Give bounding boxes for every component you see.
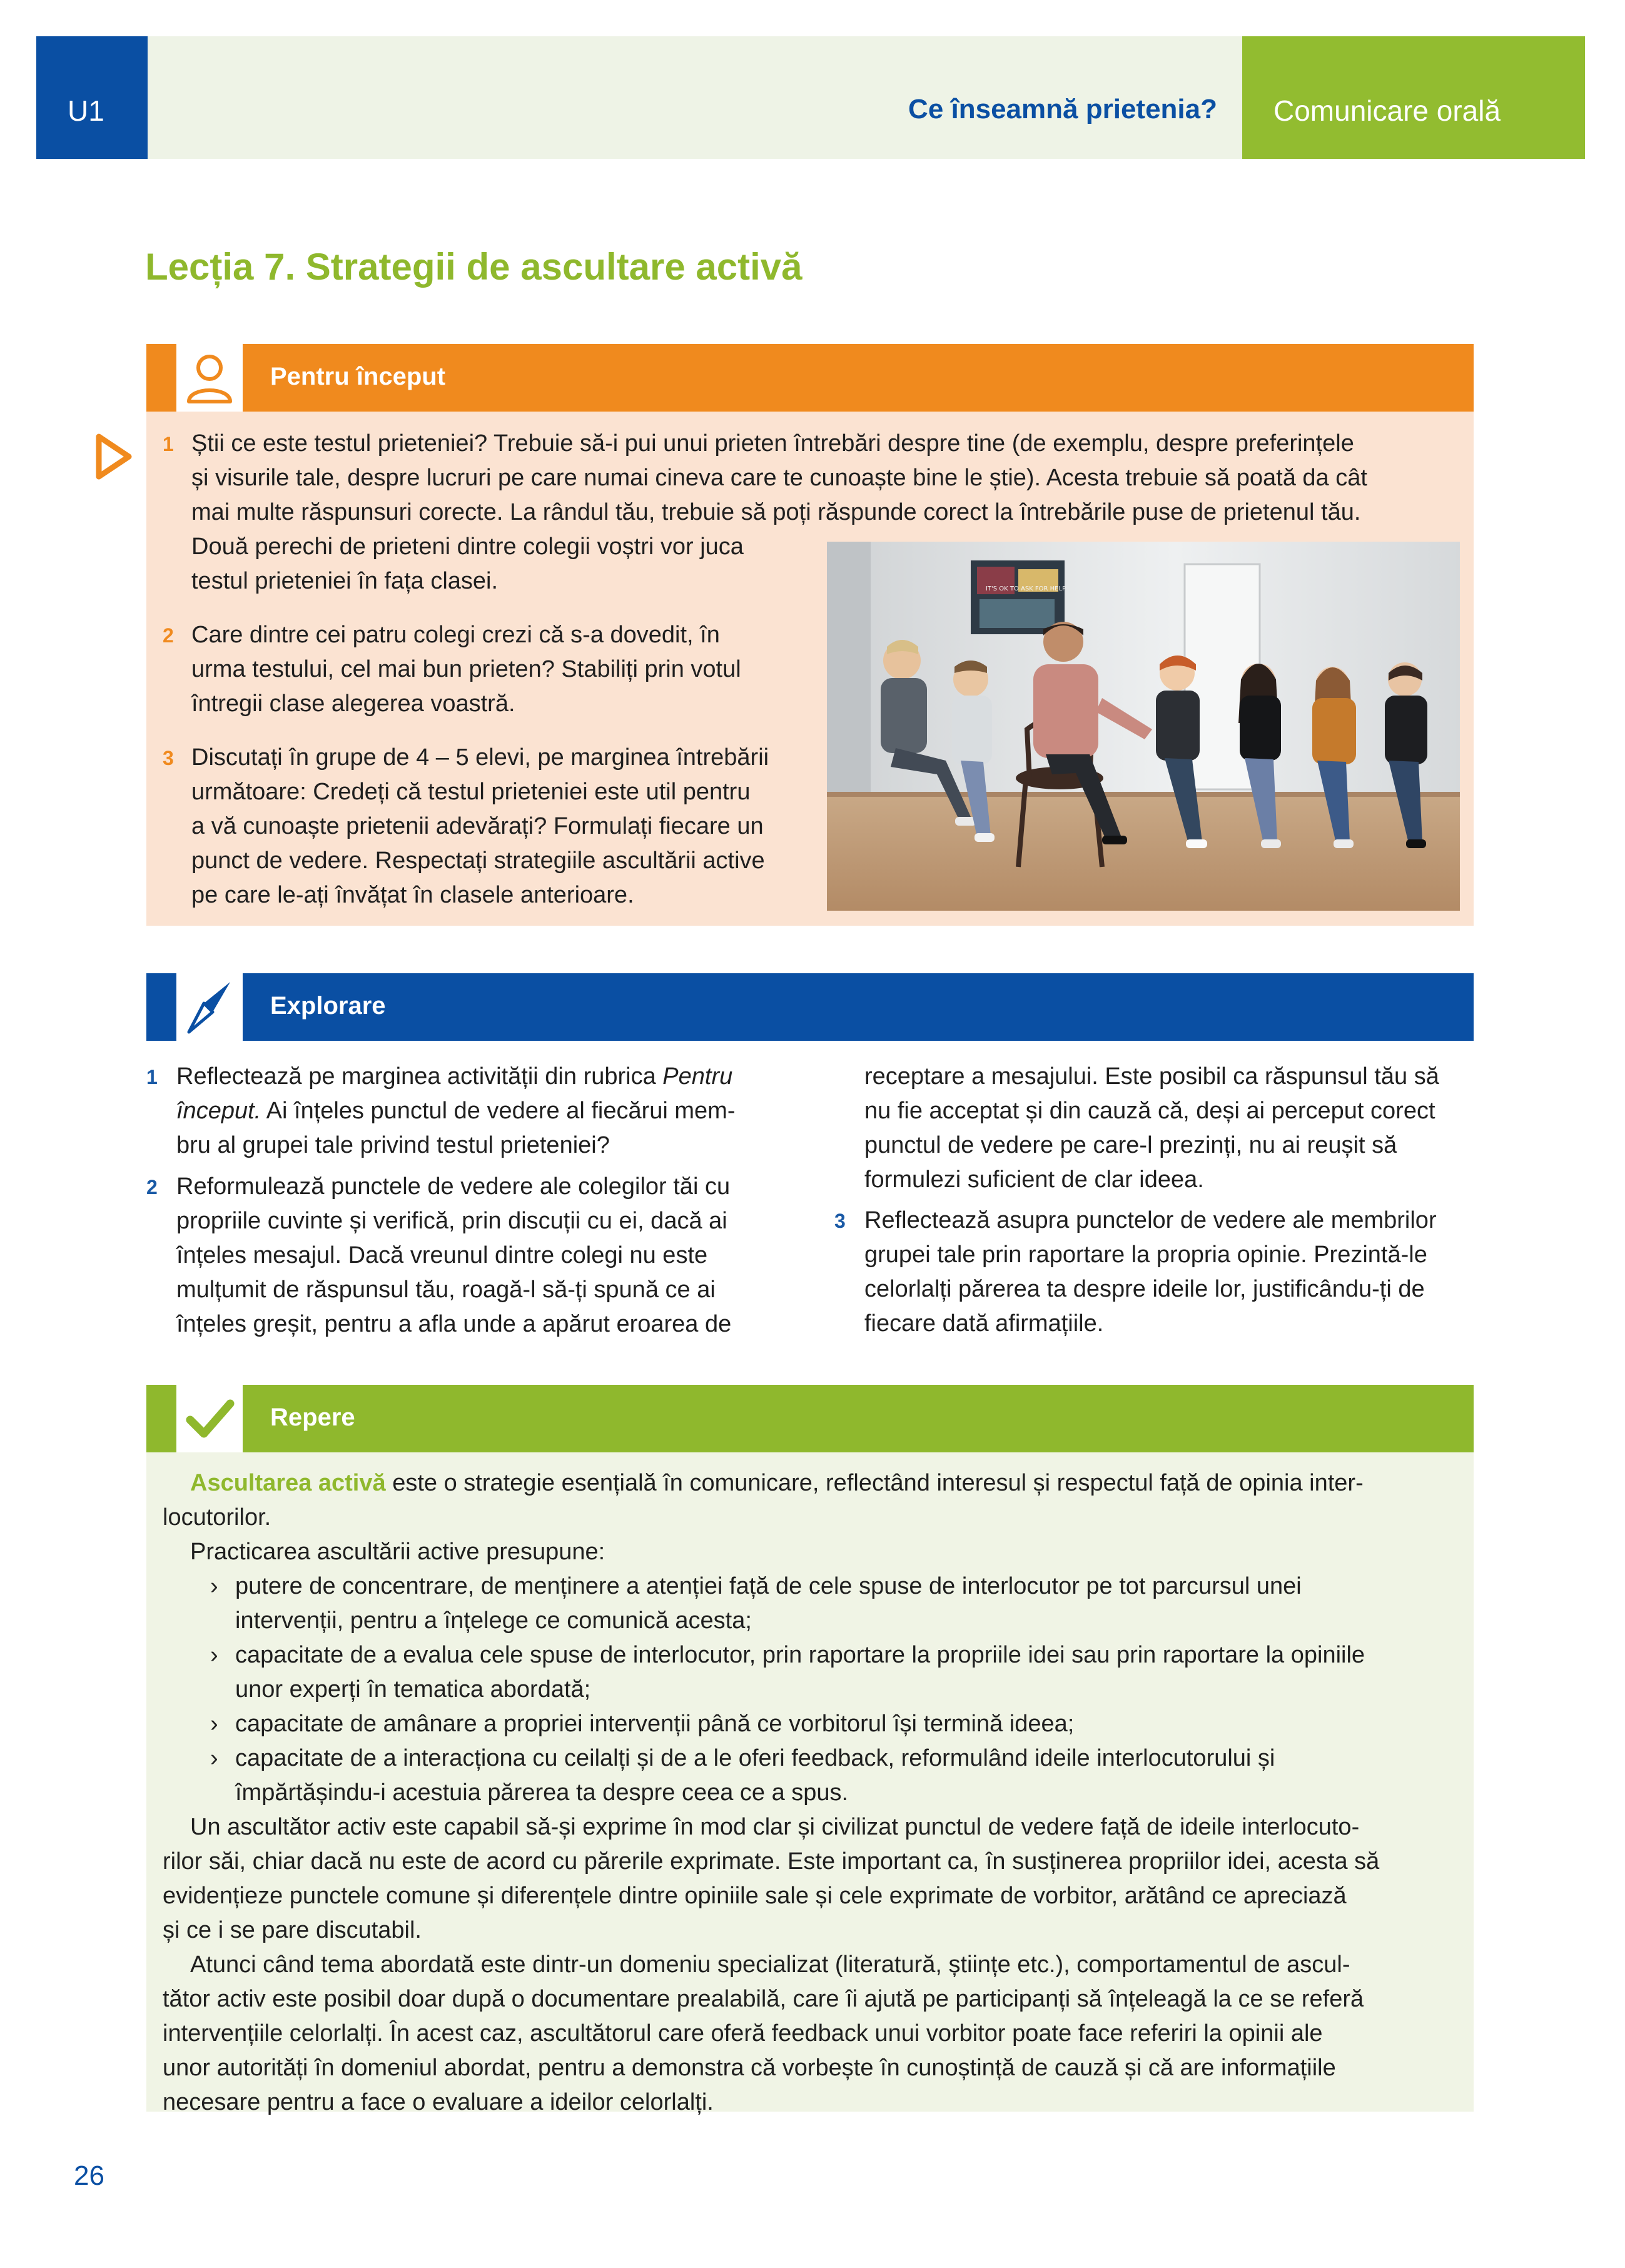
bullet-chevron-icon: › bbox=[210, 1711, 218, 1737]
text-line: înțeles mesajul. Dacă vreunul dintre colegi nu este bbox=[176, 1242, 708, 1268]
repere-box bbox=[146, 1452, 1474, 2115]
repere-paragraph-2 bbox=[163, 1810, 1460, 1948]
section-title: Repere bbox=[270, 1404, 355, 1431]
text-line: receptare a mesajului. Este posibil ca răspunsul tău să bbox=[864, 1063, 1439, 1090]
unit-title: Ce înseamnă prietenia? bbox=[908, 94, 1217, 124]
text-line: testul prieteniei în fața clasei. bbox=[191, 568, 499, 594]
checkmark-icon bbox=[176, 1385, 243, 1452]
unit-badge bbox=[36, 36, 148, 159]
item-number: 2 bbox=[163, 624, 174, 647]
text-line: punctul de vedere pe care-l prezinți, nu ai reușit să bbox=[864, 1132, 1397, 1158]
bullet-chevron-icon: › bbox=[210, 1745, 218, 1771]
accent-bar bbox=[146, 344, 176, 412]
text-line: este o strategie esențială în comunicare, reflectând interesul și respectul față de opinia inter- bbox=[385, 1470, 1364, 1496]
section-tag bbox=[1242, 36, 1585, 159]
text-line: locutorilor. bbox=[163, 1504, 271, 1531]
page-number: 26 bbox=[74, 2160, 104, 2191]
item-2-text bbox=[191, 618, 804, 721]
group-discussion-photo bbox=[827, 542, 1460, 911]
repere-intro bbox=[190, 1466, 1460, 1501]
repere-paragraph-3 bbox=[163, 1948, 1460, 2120]
text-line: întregii clase alegerea voastră. bbox=[191, 691, 515, 717]
text-line: împărtășindu-i acestuia părerea ta despre ceea ce a spus. bbox=[235, 1779, 849, 1806]
explorare-item-2-continued bbox=[864, 1060, 1472, 1197]
header-band bbox=[148, 36, 1242, 159]
text-line: Reflectează asupra punctelor de vedere ale membrilor bbox=[864, 1207, 1437, 1233]
section-label: Comunicare orală bbox=[1273, 94, 1501, 127]
text-line: și ce i se pare discutabil. bbox=[163, 1917, 422, 1943]
poster-text: IT'S OK TO ASK FOR HELP bbox=[985, 585, 1066, 592]
text-line: mai multe răspunsuri corecte. La rândul tău, trebuie să poți răspunde corect la întrebările puse de prietenul tău. bbox=[191, 499, 1361, 525]
text-line: capacitate de amânare a propriei intervenții până ce vorbitorul își termină ideea; bbox=[235, 1711, 1075, 1737]
text-line: nu fie acceptat și din cauză că, deși ai perceput corect bbox=[864, 1098, 1435, 1124]
item-3-text bbox=[191, 741, 817, 913]
text-line: Două perechi de prieteni dintre colegii voștri vor juca bbox=[191, 534, 744, 560]
item-number: 2 bbox=[146, 1176, 158, 1198]
text-line: a vă cunoaște prietenii adevărați? Formulați fiecare un bbox=[191, 813, 764, 839]
explorare-header bbox=[146, 973, 1474, 1041]
section-band bbox=[243, 1385, 1474, 1452]
bullet-item bbox=[235, 1638, 1460, 1707]
bullet-item bbox=[235, 1569, 1460, 1638]
text-line: Un ascultător activ este capabil să-și exprime în mod clar și civilizat punctul de vedere față de ideile interlocuto- bbox=[190, 1814, 1360, 1840]
accent-bar bbox=[146, 973, 176, 1041]
text-line: capacitate de a evalua cele spuse de interlocutor, prin raportare la propriile idei sau prin raportare la opiniile bbox=[235, 1642, 1365, 1668]
text-line: și visurile tale, despre lucruri pe care numai cineva care te cunoaște bine le știe). Acesta trebuie să poată da cât bbox=[191, 465, 1367, 491]
text-line: propriile cuvinte și verifică, prin discuții cu ei, dacă ai bbox=[176, 1208, 727, 1234]
bullet-chevron-icon: › bbox=[210, 1642, 218, 1668]
text-line: unor autorități în domeniul abordat, pentru a demonstra că vorbește în cunoștință de cauză și că are informațiile bbox=[163, 2055, 1336, 2081]
item-number: 1 bbox=[163, 433, 174, 455]
text-line: punct de vedere. Respectați strategiile ascultării active bbox=[191, 848, 765, 874]
item-number: 3 bbox=[163, 747, 174, 769]
text-line: necesare pentru a face o evaluare a ideilor celorlalți. bbox=[163, 2089, 714, 2115]
text-line: următoare: Credeți că testul prieteniei este util pentru bbox=[191, 779, 751, 805]
text-line: Atunci când tema abordată este dintr-un domeniu specializat (literatură, științe etc.), comportamentul de ascul- bbox=[190, 1952, 1350, 1978]
text-line: Reflectează pe marginea activității din rubrica Pentru bbox=[176, 1063, 733, 1090]
text-line: formulezi suficient de clar ideea. bbox=[864, 1167, 1204, 1193]
text-line: celorlalți părerea ta despre ideile lor, justificându-ți de bbox=[864, 1276, 1425, 1302]
lesson-title: Lecția 7. Strategii de ascultare activă bbox=[145, 246, 802, 288]
text-line: rilor săi, chiar dacă nu este de acord cu părerile exprimate. Este important ca, în susținerea propriilor idei, acesta să bbox=[163, 1848, 1380, 1875]
text-line: intervențiile celorlalți. În acest caz, ascultătorul care oferă feedback unui vorbitor poate face referiri la opinii ale bbox=[163, 2020, 1323, 2047]
compass-icon bbox=[176, 973, 243, 1041]
bullet-item bbox=[235, 1707, 1460, 1741]
text-line: bru al grupei tale privind testul prieteniei? bbox=[176, 1132, 610, 1158]
text-line: putere de concentrare, de menținere a atenției față de cele spuse de interlocutor pe tot parcursul unei bbox=[235, 1573, 1302, 1599]
section-title: Explorare bbox=[270, 992, 386, 1020]
text-line: înțeles greșit, pentru a afla unde a apărut eroarea de bbox=[176, 1311, 732, 1337]
text-line: Discutați în grupe de 4 – 5 elevi, pe marginea întrebării bbox=[191, 744, 769, 771]
text-line: Reformulează punctele de vedere ale colegilor tăi cu bbox=[176, 1173, 731, 1200]
unit-label: U1 bbox=[68, 94, 104, 127]
section-title: Pentru început bbox=[270, 363, 446, 390]
text-line: fiecare dată afirmațiile. bbox=[864, 1310, 1104, 1337]
pentru-inceput-header bbox=[146, 344, 1474, 412]
text-line: unor experți în tematica abordată; bbox=[235, 1676, 591, 1703]
person-icon bbox=[176, 344, 243, 412]
text-line: început. Ai înțeles punctul de vedere al fiecărui mem- bbox=[176, 1098, 736, 1124]
text-line: mulțumit de răspunsul tău, roagă-l să-ți spună ce ai bbox=[176, 1277, 716, 1303]
item-number: 1 bbox=[146, 1066, 158, 1088]
explorare-item-2 bbox=[176, 1170, 787, 1342]
text-line: Practicarea ascultării active presupune: bbox=[190, 1539, 605, 1565]
section-band bbox=[243, 973, 1474, 1041]
text-line: evidențieze punctele comune și diferențele dintre opiniile sale și cele exprimate de vorbitor, arătând ce apreciază bbox=[163, 1883, 1347, 1909]
text-line: tător activ este posibil doar după o documentare prealabilă, care îi ajută pe participanți să înțeleagă la ce se referă bbox=[163, 1986, 1364, 2012]
section-band bbox=[243, 344, 1474, 412]
bullet-item bbox=[235, 1741, 1460, 1810]
play-arrow-icon bbox=[94, 432, 134, 485]
bullet-chevron-icon: › bbox=[210, 1573, 218, 1599]
repere-header bbox=[146, 1385, 1474, 1452]
text-line: grupei tale prin raportare la propria opinie. Prezintă-le bbox=[864, 1242, 1427, 1268]
item-number: 3 bbox=[834, 1210, 846, 1232]
accent-bar bbox=[146, 1385, 176, 1452]
explorare-item-1 bbox=[176, 1060, 787, 1163]
highlight-term: Ascultarea activă bbox=[190, 1470, 386, 1496]
text-line: intervenții, pentru a înțelege ce comunică acesta; bbox=[235, 1607, 752, 1634]
text-line: pe care le-ați învățat în clasele anterioare. bbox=[191, 882, 634, 908]
text-line: urma testului, cel mai bun prieten? Stabiliți prin votul bbox=[191, 656, 741, 682]
text-line: Care dintre cei patru colegi crezi că s-a dovedit, în bbox=[191, 622, 720, 648]
explorare-item-3 bbox=[864, 1203, 1472, 1341]
text-line: Știi ce este testul prieteniei? Trebuie să-i pui unui prieten întrebări despre tine (de exemplu, despre preferințele bbox=[191, 430, 1354, 457]
text-line: capacitate de a interacționa cu ceilalți și de a le oferi feedback, reformulând ideile interlocutorului și bbox=[235, 1745, 1275, 1771]
